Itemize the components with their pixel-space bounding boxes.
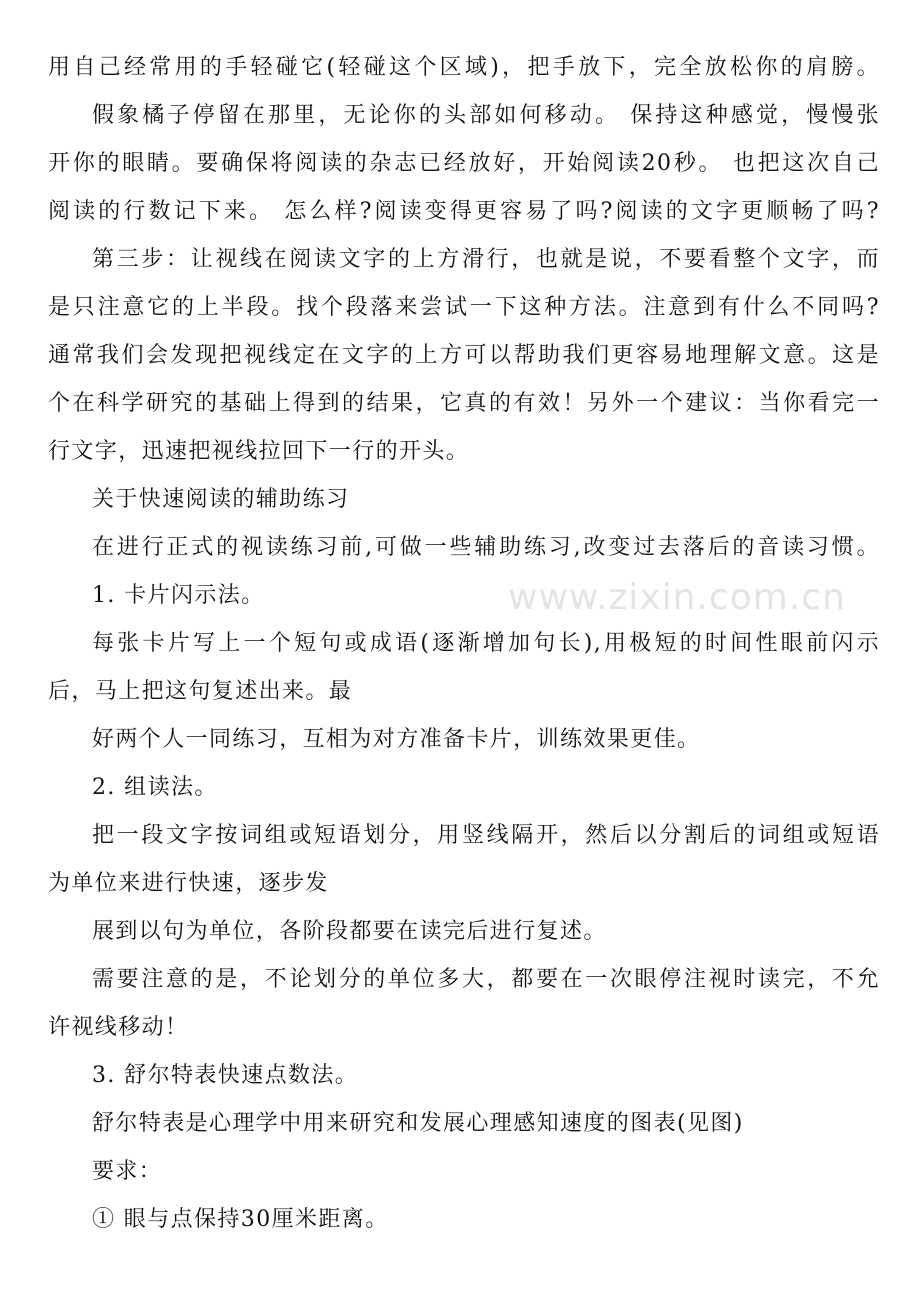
- text-line: 通常我们会发现把视线定在文字的上方可以帮助我们更容易地理解文意。这是: [48, 343, 880, 368]
- text-line: 后，马上把这句复述出来。最: [48, 679, 353, 704]
- text-line: 好两个人一同练习，互相为对方准备卡片，训练效果更佳。: [92, 727, 701, 752]
- text-line: 许视线移动！: [48, 1015, 189, 1040]
- text-line: 展到以句为单位，各阶段都要在读完后进行复述。: [92, 919, 607, 944]
- list-item: ① 眼与点保持30厘米距离。: [92, 1207, 389, 1232]
- text-line: 第三步：让视线在阅读文字的上方滑行，也就是说，不要看整个文字，而: [92, 247, 880, 272]
- list-item-heading: 1. 卡片闪示法。: [92, 583, 265, 608]
- list-item-heading: 3. 舒尔特表快速点数法。: [92, 1063, 359, 1088]
- text-line: 把一段文字按词组或短语划分，用竖线隔开，然后以分割后的词组或短语: [92, 823, 880, 848]
- text-line: 为单位来进行快速，逐步发: [48, 871, 329, 896]
- text-line: 需要注意的是，不论划分的单位多大，都要在一次眼停注视时读完，不允: [92, 967, 880, 992]
- text-line: 舒尔特表是心理学中用来研究和发展心理感知速度的图表(见图): [92, 1111, 744, 1136]
- text-line: 个在科学研究的基础上得到的结果，它真的有效！另外一个建议：当你看完一: [48, 391, 880, 416]
- text-line: 是只注意它的上半段。找个段落来尝试一下这种方法。注意到有什么不同吗?: [48, 295, 880, 320]
- text-line: 每张卡片写上一个短句或成语(逐渐增加句长),用极短的时间性眼前闪示: [92, 631, 880, 656]
- list-item-heading: 2. 组读法。: [92, 775, 218, 800]
- document-body: [48, 44, 880, 1244]
- text-line: 在进行正式的视读练习前,可做一些辅助练习,改变过去落后的音读习惯。: [92, 535, 880, 560]
- text-line: 开你的眼睛。要确保将阅读的杂志已经放好，开始阅读20秒。 也把这次自己: [48, 151, 880, 176]
- text-line: 行文字，迅速把视线拉回下一行的开头。: [48, 439, 470, 464]
- text-line: 用自己经常用的手轻碰它(轻碰这个区域)，把手放下，完全放松你的肩膀。: [48, 55, 880, 80]
- text-line: 阅读的行数记下来。 怎么样?阅读变得更容易了吗?阅读的文字更顺畅了吗?: [48, 199, 880, 224]
- section-heading: 关于快速阅读的辅助练习: [92, 487, 350, 512]
- text-line: 假象橘子停留在那里，无论你的头部如何移动。 保持这种感觉，慢慢张: [92, 103, 880, 128]
- text-line: 要求：: [92, 1159, 163, 1184]
- watermark: www.zixin.com.cn: [508, 577, 846, 618]
